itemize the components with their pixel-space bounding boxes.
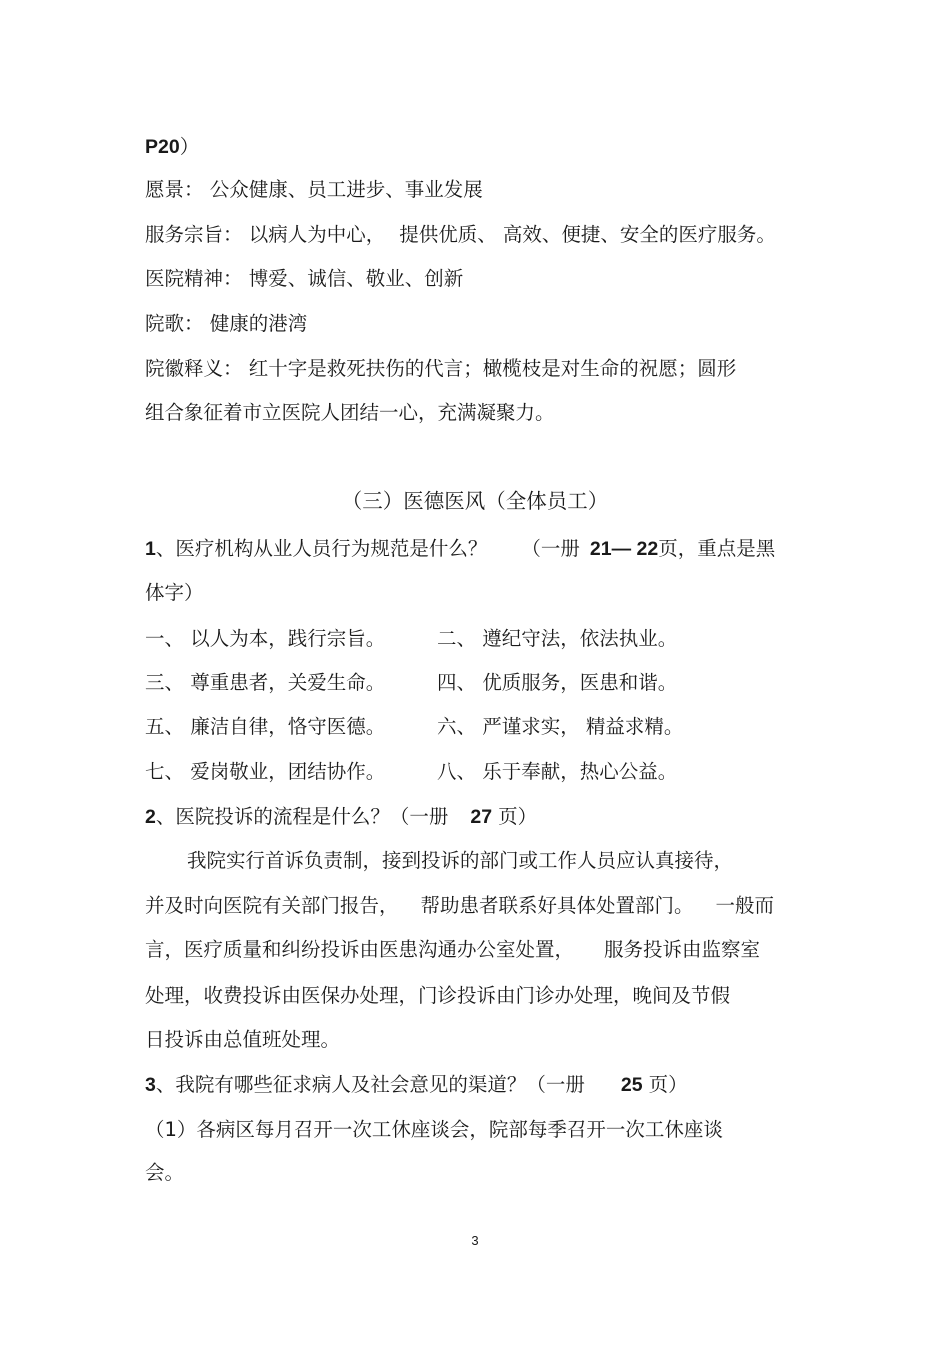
closing-paren: ） [179,135,200,158]
list-item: （1）各病区每月召开一次工休座谈会，院部每季召开一次工休座谈 [145,1118,723,1141]
hospital-spirit-line: 医院精神： 博爱、诚信、敬业、创新 [145,267,464,290]
text-segment: 并及时向医院有关部门报告， [145,894,399,917]
question-number: 1 [145,538,156,560]
text-segment: 服务投诉由监察室 [604,938,761,961]
book-ref-suffix: 页，重点是黑 [658,537,776,560]
section-title: （三）医德医风（全体员工） [341,489,609,513]
text-segment: 一般而 [715,894,775,917]
question-text: 、医疗机构从业人员行为规范是什么？ [155,537,488,560]
book-ref-pages: 25 [620,1074,643,1096]
list-item: 六、 严谨求实， 精益求精。 [437,715,684,738]
page-number: 3 [471,1233,479,1248]
emblem-line-2: 组合象征着市立医院人团结一心，充满凝聚力。 [145,401,555,424]
question-1 [145,536,775,562]
emblem-line-1: 院徽释义： 红十字是救死扶伤的代言；橄榄枝是对生命的祝愿；圆形 [145,357,737,380]
book-ref-pages: 27 [470,806,493,828]
service-purpose-label: 服务宗旨： 以病人为中心， [145,223,386,246]
text-segment: 言，医疗质量和纠纷投诉由医患沟通办公室处置， [145,938,575,961]
paragraph-line: 我院实行首诉负责制，接到投诉的部门或工作人员应认真接待， [187,849,734,872]
paragraph-line [145,893,774,919]
question-text: 、医院投诉的流程是什么？（一册 [155,805,449,828]
list-item-continued: 会。 [145,1161,185,1184]
text-segment: 帮助患者联系好具体处置部门。 [420,894,694,917]
book-ref-pages: 21— 22 [589,538,659,560]
vision-line: 愿景： 公众健康、员工进步、事业发展 [145,178,483,201]
book-ref: （一册 [521,537,580,560]
list-item: 二、 遵纪守法，依法执业。 [437,627,678,650]
book-ref-suffix: 页） [648,1073,688,1096]
question-text: 、我院有哪些征求病人及社会意见的渠道？（一册 [155,1073,585,1096]
list-item: 四、 优质服务，医患和谐。 [437,671,678,694]
page-ref-p20: P20 [145,136,180,158]
paragraph-line: 日投诉由总值班处理。 [145,1028,341,1051]
paragraph-line [145,937,760,963]
list-item: 一、 以人为本，践行宗旨。 [145,627,386,650]
hospital-song-line: 院歌： 健康的港湾 [145,312,308,335]
list-item: 五、 廉洁自律，恪守医德。 [145,715,386,738]
service-purpose-line [145,222,776,248]
question-number: 2 [145,806,156,828]
book-ref-suffix: 页） [498,805,538,828]
question-number: 3 [145,1074,156,1096]
question-3 [145,1072,688,1098]
list-item: 三、 尊重患者，关爱生命。 [145,671,386,694]
service-purpose-text: 提供优质、 高效、便捷、安全的医疗服务。 [399,223,776,246]
question-2 [145,804,537,830]
paragraph-line: 处理，收费投诉由医保办处理，门诊投诉由门诊办处理，晚间及节假 [145,984,731,1007]
list-item: 八、 乐于奉献，热心公益。 [437,760,678,783]
question-1-continued: 体字） [145,581,204,604]
list-item: 七、 爱岗敬业，团结协作。 [145,760,386,783]
line-p20 [145,134,199,160]
